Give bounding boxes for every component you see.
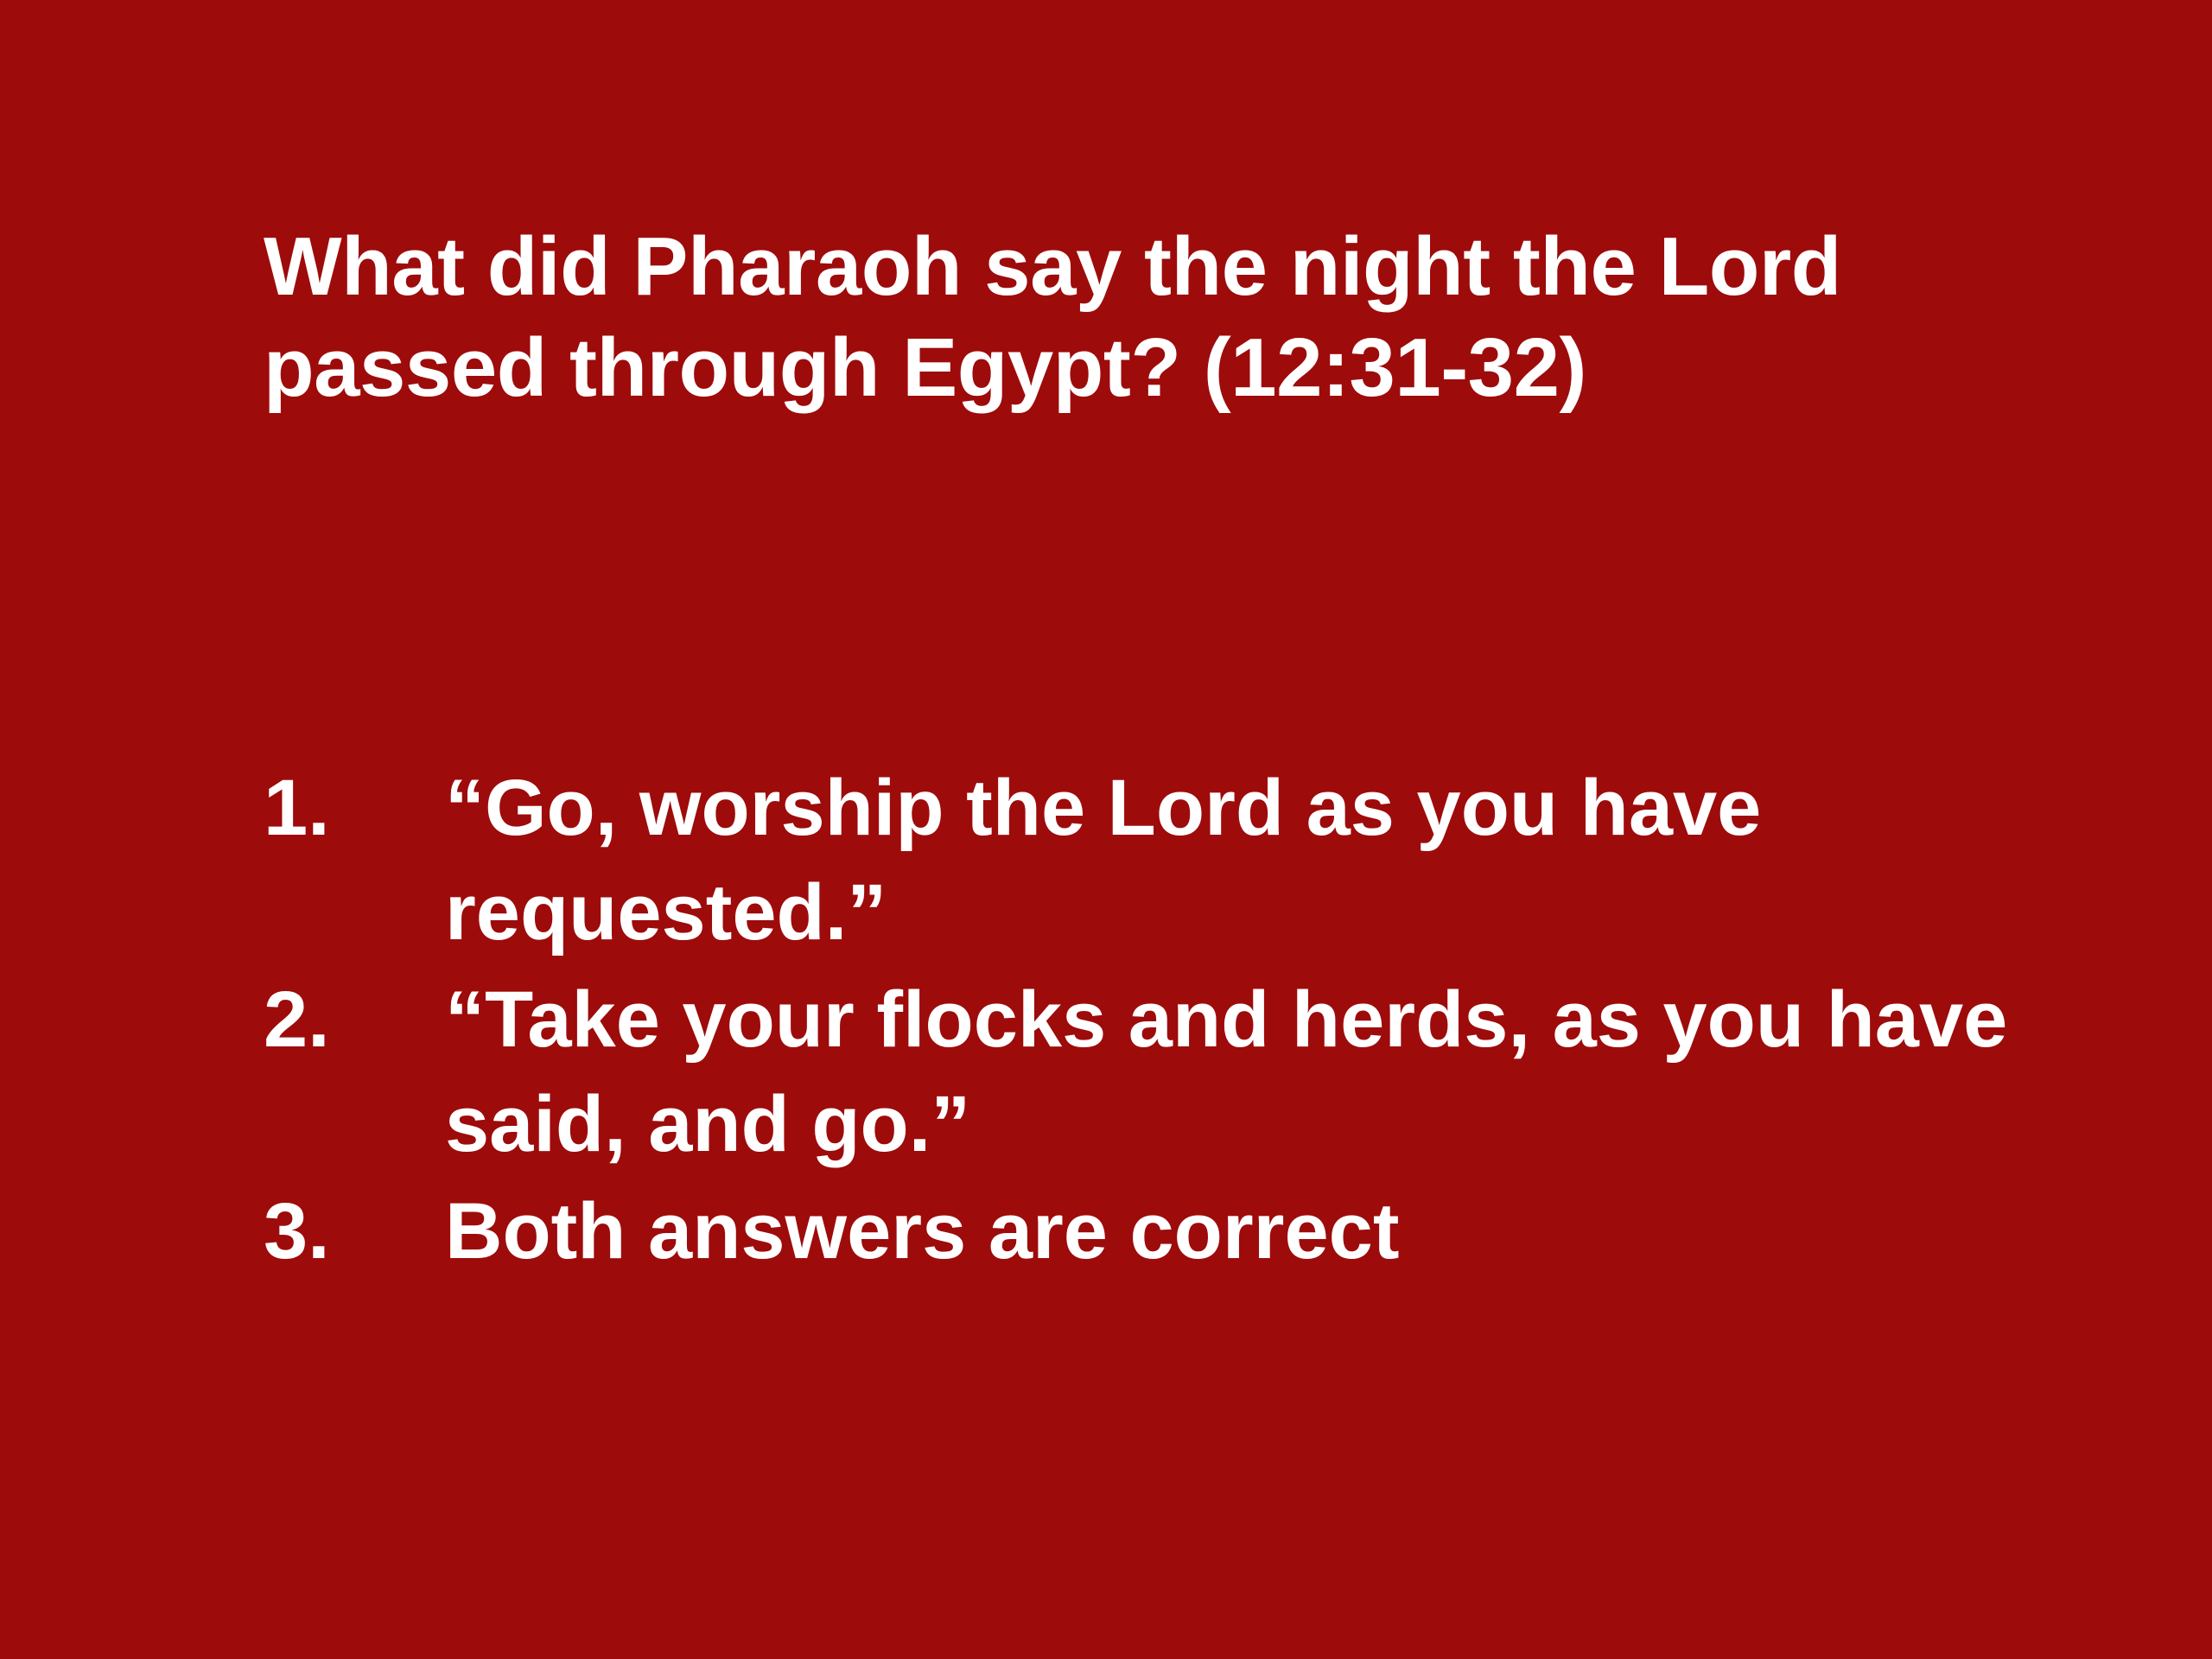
answer-list bbox=[264, 756, 2044, 1286]
list-item-number: 1. bbox=[264, 764, 330, 852]
list-item-number: 3. bbox=[264, 1186, 330, 1275]
list-item-label: “Take your flocks and herds, as you have said, and go.” bbox=[445, 975, 2008, 1169]
page-title: What did Pharaoh say the night the Lord passed through Egypt? (12:31-32) bbox=[264, 220, 1841, 415]
list-item[interactable] bbox=[264, 1179, 2044, 1284]
list-item-number: 2. bbox=[264, 975, 330, 1064]
list-item-label: “Go, worship the Lord as you have requested.” bbox=[445, 764, 1762, 957]
list-item[interactable] bbox=[264, 968, 2044, 1178]
list-item-label: Both answers are correct bbox=[445, 1186, 1400, 1275]
list-item[interactable] bbox=[264, 756, 2044, 966]
